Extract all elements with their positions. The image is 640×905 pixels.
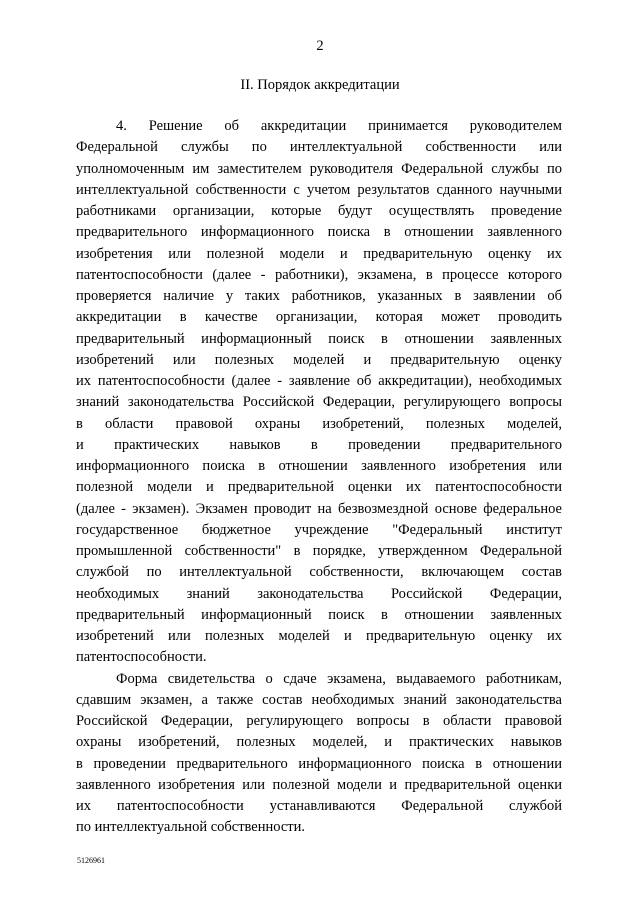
text-line: (далее - экзамен). Экзамен проводит на безвозмездной основе федеральное: [76, 500, 562, 517]
text-line: их патентоспособности (далее - заявление об аккредитации), необходимых: [76, 373, 562, 389]
text-line: предварительный информационный поиск в отношении заявленных: [76, 606, 562, 623]
text-line: предварительный информационный поиск в отношении заявленных: [76, 330, 562, 347]
text-line: уполномоченным им заместителем руководителя Федеральной службы по: [76, 160, 562, 177]
text-line: заявленного изобретения или полезной модели и предварительной оценки: [76, 776, 562, 793]
text-line: изобретений или полезных моделей и предварительную оценку их: [76, 628, 562, 644]
text-line: патентоспособности (далее - работники), экзамена, в процессе которого: [76, 266, 562, 283]
document-body: [76, 116, 562, 839]
paragraph-decision: [76, 116, 562, 669]
text-line: необходимых знаний законодательства Российской Федерации,: [76, 585, 562, 602]
text-line: в области правовой охраны изобретений, полезных моделей,: [76, 415, 562, 432]
text-line: промышленной собственности" в порядке, утвержденном Федеральной: [76, 543, 562, 559]
paragraph-certificate-form: [76, 669, 562, 839]
text-line: в проведении предварительного информационного поиска в отношении: [76, 755, 562, 772]
text-line: полезной модели и предварительной оценки их патентоспособности: [76, 479, 562, 496]
text-line: предварительного информационного поиска в отношении заявленного: [76, 224, 562, 241]
text-line: сдавшим экзамен, а также состав необходимых знаний законодательства: [76, 691, 562, 708]
text-line: знаний законодательства Российской Федерации, регулирующего вопросы: [76, 394, 562, 411]
text-line: и практических навыков в проведении предварительного: [76, 436, 562, 453]
text-line: патентоспособности.: [76, 649, 207, 666]
text-line: информационного поиска в отношении заявленного изобретения или: [76, 458, 562, 474]
text-line: Форма свидетельства о сдаче экзамена, выдаваемого работникам,: [116, 670, 562, 687]
text-line: их патентоспособности устанавливаются Федеральной службой: [76, 798, 562, 814]
text-line: государственное бюджетное учреждение "Федеральный институт: [76, 521, 562, 538]
section-heading: II. Порядок аккредитации: [240, 77, 400, 93]
text-line: охраны изобретений, полезных моделей, и практических навыков: [76, 734, 562, 751]
text-line: интеллектуальной собственности с учетом результатов сданного научными: [76, 181, 562, 198]
document-code: 5126961: [77, 856, 105, 865]
text-line: изобретений или полезных моделей и предварительную оценку: [76, 351, 562, 368]
text-line: по интеллектуальной собственности.: [76, 819, 306, 836]
text-line: работниками организации, которые будут осуществлять проведение: [76, 203, 562, 219]
text-line: службой по интеллектуальной собственности, включающем состав: [76, 564, 562, 581]
text-line: Федеральной службы по интеллектуальной собственности или: [76, 139, 562, 156]
page-number: 2: [316, 38, 324, 54]
text-line: проверяется наличие у таких работников, указанных в заявлении об: [76, 288, 562, 304]
text-line: изобретения или полезной модели и предварительную оценку их: [76, 245, 562, 262]
text-line: 4. Решение об аккредитации принимается руководителем: [116, 118, 562, 134]
text-line: аккредитации в качестве организации, которая может проводить: [76, 309, 562, 326]
text-line: Российской Федерации, регулирующего вопросы в области правовой: [76, 713, 562, 729]
